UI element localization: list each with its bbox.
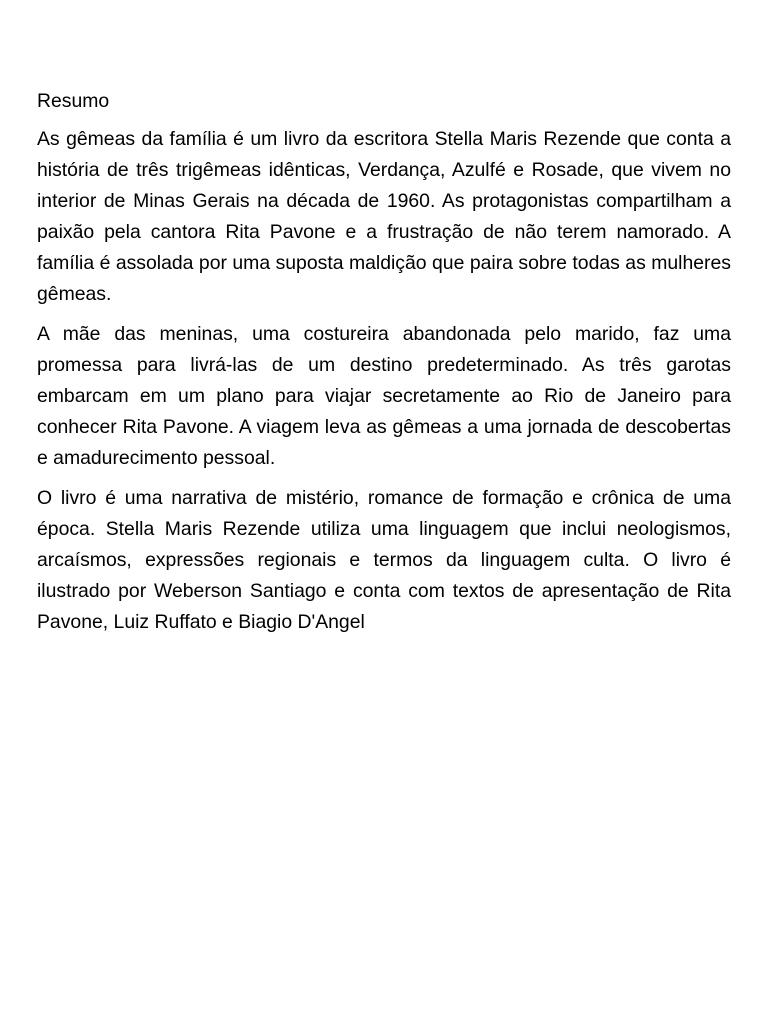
paragraph-2: A mãe das meninas, uma costureira abandonada pelo marido, faz uma promessa para livrá-las de um destino predeterminado. As três garotas embarcam em um plano para viajar secretamente ao Rio de Janeiro para conhecer Rita Pavone. A viagem leva as gêmeas a uma jornada de descobertas e amadurecimento pessoal.	[37, 323, 731, 469]
section-heading: Resumo	[37, 90, 110, 112]
paragraph-1: As gêmeas da família é um livro da escritora Stella Maris Rezende que conta a história de três trigêmeas idênticas, Verdança, Azulfé e Rosade, que vivem no interior de Minas Gerais na década de 1960. As protagonistas compartilham a paixão pela cantora Rita Pavone e a frustração de não terem namorado. A família é assolada por uma suposta maldição que paira sobre todas as mulheres gêmeas.	[37, 128, 731, 305]
document-page	[37, 86, 731, 647]
paragraph-3: O livro é uma narrativa de mistério, romance de formação e crônica de uma época. Stella Maris Rezende utiliza uma linguagem que inclui neologismos, arcaísmos, expressões regionais e termos da linguagem culta. O livro é ilustrado por Weberson Santiago e conta com textos de apresentação de Rita Pavone, Luiz Ruffato e Biagio D'Angel	[37, 487, 731, 633]
